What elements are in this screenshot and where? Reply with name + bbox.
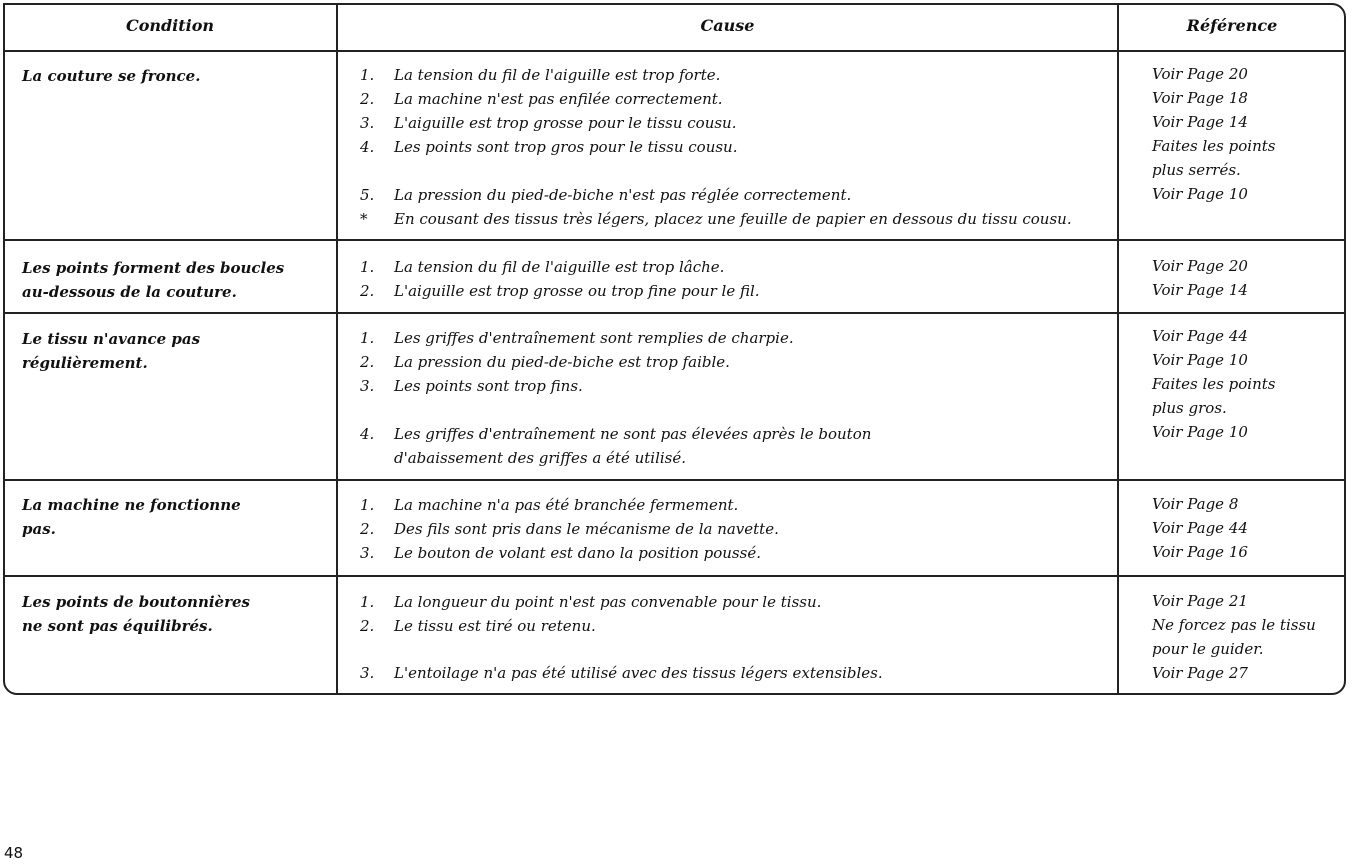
cause-number: 3.	[360, 544, 375, 562]
reference-text: plus serrés.	[1152, 161, 1241, 179]
cause-text: L'aiguille est trop grosse ou trop fine pour le fil.	[394, 282, 760, 300]
cause-item	[360, 279, 760, 303]
cause-number: 1.	[360, 593, 375, 611]
cause-item	[360, 255, 724, 279]
page-number: 48	[4, 844, 24, 862]
reference-text: Voir Page 44	[1152, 327, 1248, 345]
cause-number: 4.	[360, 425, 375, 443]
reference-text: Voir Page 27	[1152, 664, 1248, 682]
cause-number: 2.	[360, 617, 375, 635]
cause-item	[360, 135, 737, 159]
cause-text: Les griffes d'entraînement sont remplies de charpie.	[394, 329, 794, 347]
row-divider	[4, 479, 1345, 481]
cause-number: 3.	[360, 664, 375, 682]
condition-text: régulièrement.	[22, 354, 148, 372]
reference-text: Voir Page 18	[1152, 89, 1248, 107]
cause-number: 1.	[360, 66, 375, 84]
cause-text: Les points sont trop gros pour le tissu cousu.	[394, 138, 738, 156]
condition-cell	[22, 590, 250, 638]
header-divider	[4, 50, 1345, 52]
cause-item	[360, 446, 686, 470]
reference-text: Voir Page 10	[1152, 185, 1248, 203]
condition-text: pas.	[22, 520, 56, 538]
cause-text: La machine n'a pas été branchée fermement.	[394, 496, 739, 514]
reference-text: Faites les points	[1152, 137, 1276, 155]
cause-text: La pression du pied-de-biche est trop faible.	[394, 353, 730, 371]
cause-item	[360, 422, 871, 446]
cause-text: Le bouton de volant est dano la position poussé.	[394, 544, 761, 562]
reference-text: Voir Page 14	[1152, 281, 1248, 299]
condition-cell	[22, 327, 200, 375]
reference-text: Voir Page 44	[1152, 519, 1248, 537]
cause-item	[360, 541, 761, 565]
cause-number: 2.	[360, 90, 375, 108]
reference-text: Voir Page 20	[1152, 65, 1248, 83]
cause-number: 3.	[360, 114, 375, 132]
reference-text: Faites les points	[1152, 375, 1276, 393]
header-condition: Condition	[125, 16, 215, 35]
reference-text: Voir Page 21	[1152, 592, 1248, 610]
cause-text: La machine n'est pas enfilée correctement.	[394, 90, 723, 108]
cause-item	[360, 350, 730, 374]
reference-text: Voir Page 14	[1152, 113, 1248, 131]
cause-text: La tension du fil de l'aiguille est trop lâche.	[394, 258, 725, 276]
cause-item	[360, 517, 779, 541]
cause-item	[360, 111, 736, 135]
cause-item	[360, 374, 583, 398]
cause-item	[360, 63, 720, 87]
cause-text: La longueur du point n'est pas convenable pour le tissu.	[394, 593, 822, 611]
cause-item	[360, 614, 596, 638]
cause-text: L'aiguille est trop grosse pour le tissu cousu.	[394, 114, 737, 132]
header-cause: Cause	[700, 16, 755, 35]
cause-number: 2.	[360, 520, 375, 538]
condition-text: La machine ne fonctionne	[22, 496, 241, 514]
cause-text: L'entoilage n'a pas été utilisé avec des tissus légers extensibles.	[394, 664, 883, 682]
cause-item	[360, 183, 851, 207]
row-divider	[4, 312, 1345, 314]
row-divider	[4, 575, 1345, 577]
cause-text: La pression du pied-de-biche n'est pas réglée correctement.	[394, 186, 852, 204]
cause-item	[360, 590, 821, 614]
column-divider	[336, 4, 338, 694]
reference-text: pour le guider.	[1152, 640, 1264, 658]
reference-text: plus gros.	[1152, 399, 1227, 417]
cause-number: 1.	[360, 258, 375, 276]
header-reference: Référence	[1186, 16, 1278, 35]
cause-text: Les griffes d'entraînement ne sont pas élevées après le bouton	[394, 425, 872, 443]
reference-text: Voir Page 16	[1152, 543, 1248, 561]
cause-text: Des fils sont pris dans le mécanisme de la navette.	[394, 520, 779, 538]
cause-item	[360, 87, 723, 111]
cause-number: 5.	[360, 186, 375, 204]
condition-cell	[22, 256, 284, 304]
reference-text: Voir Page 10	[1152, 423, 1248, 441]
condition-cell	[22, 64, 200, 88]
condition-text: La couture se fronce.	[22, 67, 201, 85]
cause-item	[360, 326, 794, 350]
cause-number: 4.	[360, 138, 375, 156]
reference-text: Voir Page 8	[1152, 495, 1239, 513]
condition-text: Les points forment des boucles	[22, 259, 285, 277]
cause-item	[360, 493, 738, 517]
reference-text: Ne forcez pas le tissu	[1152, 616, 1316, 634]
reference-text: Voir Page 10	[1152, 351, 1248, 369]
cause-number: 1.	[360, 496, 375, 514]
column-divider	[1117, 4, 1119, 694]
cause-text: d'abaissement des griffes a été utilisé.	[394, 449, 687, 467]
condition-text: ne sont pas équilibrés.	[22, 617, 213, 635]
cause-text: En cousant des tissus très légers, placez une feuille de papier en dessous du tissu cousu.	[394, 210, 1072, 228]
cause-number: *	[360, 210, 368, 228]
cause-item	[360, 661, 883, 685]
cause-text: Le tissu est tiré ou retenu.	[394, 617, 596, 635]
cause-item	[360, 207, 1072, 231]
cause-number: 2.	[360, 353, 375, 371]
cause-text: Les points sont trop fins.	[394, 377, 583, 395]
cause-number: 3.	[360, 377, 375, 395]
cause-text: La tension du fil de l'aiguille est trop forte.	[394, 66, 721, 84]
condition-text: Les points de boutonnières	[22, 593, 250, 611]
condition-cell	[22, 493, 241, 541]
cause-number: 2.	[360, 282, 375, 300]
condition-text: Le tissu n'avance pas	[22, 330, 201, 348]
cause-number: 1.	[360, 329, 375, 347]
condition-text: au-dessous de la couture.	[22, 283, 237, 301]
reference-text: Voir Page 20	[1152, 257, 1248, 275]
row-divider	[4, 239, 1345, 241]
